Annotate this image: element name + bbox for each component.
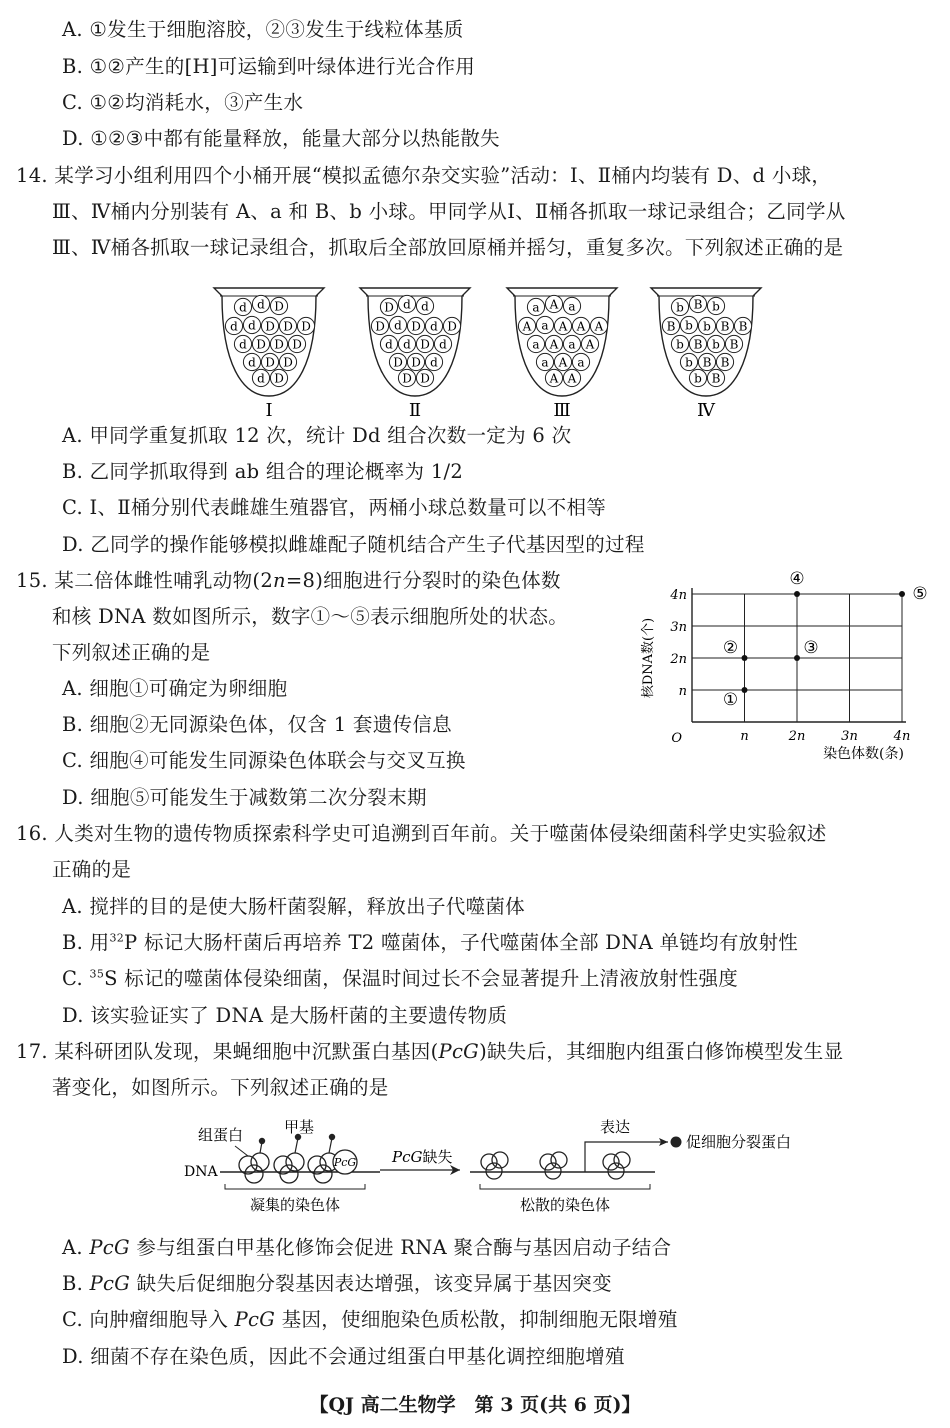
q15-option-c: C. 细胞④可能发生同源染色体联会与交叉互换 [62,749,466,772]
bucket-4 [651,288,761,421]
ball-label: d [430,355,438,370]
ball-label: a [532,300,540,315]
x-axis-label: 染色体数(条) [823,746,904,762]
data-point [794,591,800,597]
bucket-3 [507,288,617,421]
ball-label: D [411,355,421,370]
ball-label: D [274,337,284,352]
data-point [899,591,905,597]
q17-chromatin-figure [180,1110,830,1222]
ball-label: d [403,297,411,312]
q14-option-d: D. 乙同学的操作能够模拟雌雄配子随机结合产生子代基因型的过程 [62,533,645,556]
ball-label: B [711,371,721,386]
ball-label: B [693,297,703,312]
data-point-label: ⑤ [912,584,928,604]
ball-label: D [265,355,275,370]
q17-stem-line2: 著变化，如图所示。下列叙述正确的是 [52,1076,389,1099]
x-tick-label: 3n [841,729,858,744]
q13-option-b: B. ①②产生的[H]可运输到叶绿体进行光合作用 [62,55,476,78]
ball-label: D [420,371,430,386]
ball-label: B [729,337,739,352]
ball-label: b [712,337,720,352]
q14-stem-line1: 14. 某学习小组利用四个小桶开展“模拟孟德尔杂交实验”活动：Ⅰ、Ⅱ桶内均装有 D、d 小球， [16,164,832,187]
bucket-label: Ⅰ [265,400,273,421]
q17-option-b: B. PcG 缺失后促细胞分裂基因表达增强，该变异属于基因突变 [62,1272,612,1295]
data-point [794,655,800,661]
protein-dot-icon [671,1137,682,1148]
ball-label: d [257,371,265,386]
ball-label: D [292,337,302,352]
ball-label: D [301,319,311,334]
ball-label: D [411,319,421,334]
ball-label: B [720,355,730,370]
division-protein-label: 促细胞分裂蛋白 [686,1133,792,1151]
ball-label: A [549,297,559,312]
ball-label: D [375,319,385,334]
expression-label: 表达 [600,1118,631,1136]
q16-option-a: A. 搅拌的目的是使大肠杆菌裂解，释放出子代噬菌体 [62,895,525,918]
histone-label: 组蛋白 [198,1126,244,1144]
q15-stem-line1: 15. 某二倍体雌性哺乳动物(2n=8)细胞进行分裂时的染色体数 [16,569,561,592]
methyl-label: 甲基 [284,1118,315,1136]
bucket-2 [360,288,470,421]
x-tick-label: 4n [893,729,911,744]
data-point-label: ① [722,690,739,710]
pcg-protein-label: PcG [333,1156,357,1169]
ball-label: d [248,355,256,370]
ball-label: d [239,337,247,352]
q14-option-c: C. Ⅰ、Ⅱ桶分别代表雌雄生殖器官，两桶小球总数量可以不相等 [62,496,607,519]
ball-label: D [384,300,394,315]
q15-stem-line2: 和核 DNA 数如图所示，数字①～⑤表示细胞所处的状态。 [52,605,569,628]
ball-label: a [541,355,549,370]
data-point [742,655,748,661]
q15-option-a: A. 细胞①可确定为卵细胞 [62,677,288,700]
ball-label: a [577,355,585,370]
y-axis-label: 核DNA数(个) [641,617,656,699]
q15-option-d: D. 细胞⑤可能发生于减数第二次分裂末期 [62,786,427,809]
ball-label: b [676,337,684,352]
ball-label: b [685,355,693,370]
q14-option-a: A. 甲同学重复抓取 12 次，统计 Dd 组合次数一定为 6 次 [62,424,572,447]
ball-label: D [393,355,403,370]
ball-label: D [420,337,430,352]
q14-stem-line3: Ⅲ、Ⅳ桶各抓取一球记录组合，抓取后全部放回原桶并摇匀，重复多次。下列叙述正确的是 [52,236,844,259]
ball-label: D [283,355,293,370]
ball-label: A [576,319,586,334]
data-point-label: ④ [789,569,805,589]
q17-stem-line1: 17. 某科研团队发现，果蝇细胞中沉默蛋白基因(PcG)缺失后，其细胞内组蛋白修饰模型发生显 [16,1040,844,1063]
ball-label: b [676,300,684,315]
q14-option-b: B. 乙同学抓取得到 ab 组合的理论概率为 1/2 [62,460,464,483]
data-point-label: ② [722,638,739,658]
ball-label: b [712,299,720,314]
q17-option-c: C. 向肿瘤细胞导入 PcG 基因，使细胞染色质松散，抑制细胞无限增殖 [62,1308,678,1331]
ball-label: A [558,319,568,334]
q14-stem-line2: Ⅲ、Ⅳ桶内分别装有 A、a 和 B、b 小球。甲同学从Ⅰ、Ⅱ桶各抓取一球记录组合；乙同学从 [52,200,846,223]
q16-option-b: B. 用$^{32}$P 标记大肠杆菌后再培养 T2 噬菌体，子代噬菌体全部 DNA 单链均有放射性 [62,931,799,954]
ball-label: b [685,318,693,333]
ball-label: D [447,319,457,334]
ball-label: A [522,319,532,334]
ball-label: B [738,319,748,334]
ball-label: B [702,355,712,370]
q15-chart [640,568,945,768]
ball-label: A [549,371,559,386]
q13-option-c: C. ①②均消耗水，③产生水 [62,91,304,114]
q15-stem-line3: 下列叙述正确的是 [52,641,211,664]
ball-label: d [257,297,265,312]
dna-label: DNA [184,1164,218,1180]
origin-label: O [671,731,682,746]
loose-nucleosome-coil [481,1152,630,1179]
ball-label: D [265,319,275,334]
ball-label: D [274,299,284,314]
q16-stem-line2: 正确的是 [52,858,132,881]
ball-label: A [549,337,559,352]
y-tick-label: 4n [670,588,687,603]
ball-label: d [430,319,438,334]
q17-option-d: D. 细菌不存在染色质，因此不会通过组蛋白甲基化调控细胞增殖 [62,1345,625,1368]
ball-label: D [402,371,412,386]
q16-stem-line1: 16. 人类对生物的遗传物质探索科学史可追溯到百年前。关于噬菌体侵染细菌科学史实验叙述 [16,822,827,845]
ball-label: d [403,337,411,352]
methyl-group-marks [259,1134,334,1153]
loose-chromosome-label: 松散的染色体 [519,1196,611,1214]
ball-label: D [256,337,266,352]
q13-option-a: A. ①发生于细胞溶胶，②③发生于线粒体基质 [62,18,464,41]
ball-label: a [568,337,576,352]
ball-label: b [694,371,702,386]
ball-label: d [439,337,447,352]
ball-label: B [666,319,676,334]
ball-label: B [720,319,730,334]
y-tick-label: n [678,684,687,699]
q16-option-c: C. $^{35}$S 标记的噬菌体侵染细菌，保温时间过长不会显著提升上清液放射性强度 [62,967,739,990]
data-point-label: ③ [803,638,819,658]
ball-label: D [274,371,284,386]
data-point [742,687,748,693]
ball-label: b [703,319,711,334]
y-tick-label: 2n [670,652,687,667]
bucket-1 [214,288,324,421]
bucket-label: Ⅱ [408,400,422,421]
ball-label: d [230,319,238,334]
ball-label: a [568,299,576,314]
bucket-label: Ⅳ [697,400,715,421]
condensed-chromosome-label: 凝集的染色体 [249,1196,341,1214]
nucleosome-coil [239,1153,338,1183]
ball-label: A [585,337,595,352]
q17-option-a: A. PcG 参与组蛋白甲基化修饰会促进 RNA 聚合酶与基因启动子结合 [62,1236,672,1259]
x-tick-label: n [740,729,749,744]
q14-buckets-figure [210,278,748,421]
ball-label: d [394,318,402,333]
ball-label: A [558,355,568,370]
ball-label: a [532,337,540,352]
ball-label: d [239,300,247,315]
x-tick-label: 2n [788,729,806,744]
q13-option-d: D. ①②③中都有能量释放，能量大部分以热能散失 [62,127,500,150]
ball-label: A [594,319,604,334]
ball-label: B [693,337,703,352]
ball-label: D [283,319,293,334]
bucket-label: Ⅲ [553,400,571,421]
ball-label: A [567,371,577,386]
ball-label: a [541,318,549,333]
q16-option-d: D. 该实验证实了 DNA 是大肠杆菌的主要遗传物质 [62,1004,508,1027]
y-tick-label: 3n [670,620,687,635]
page-footer: 【QJ 高二生物学 第 3 页(共 6 页)】 [309,1394,641,1416]
q15-option-b: B. 细胞②无同源染色体，仅含 1 套遗传信息 [62,713,452,736]
pcg-deletion-label: PcG缺失 [392,1148,453,1166]
ball-label: d [421,299,429,314]
ball-label: d [385,337,393,352]
ball-label: d [248,318,256,333]
